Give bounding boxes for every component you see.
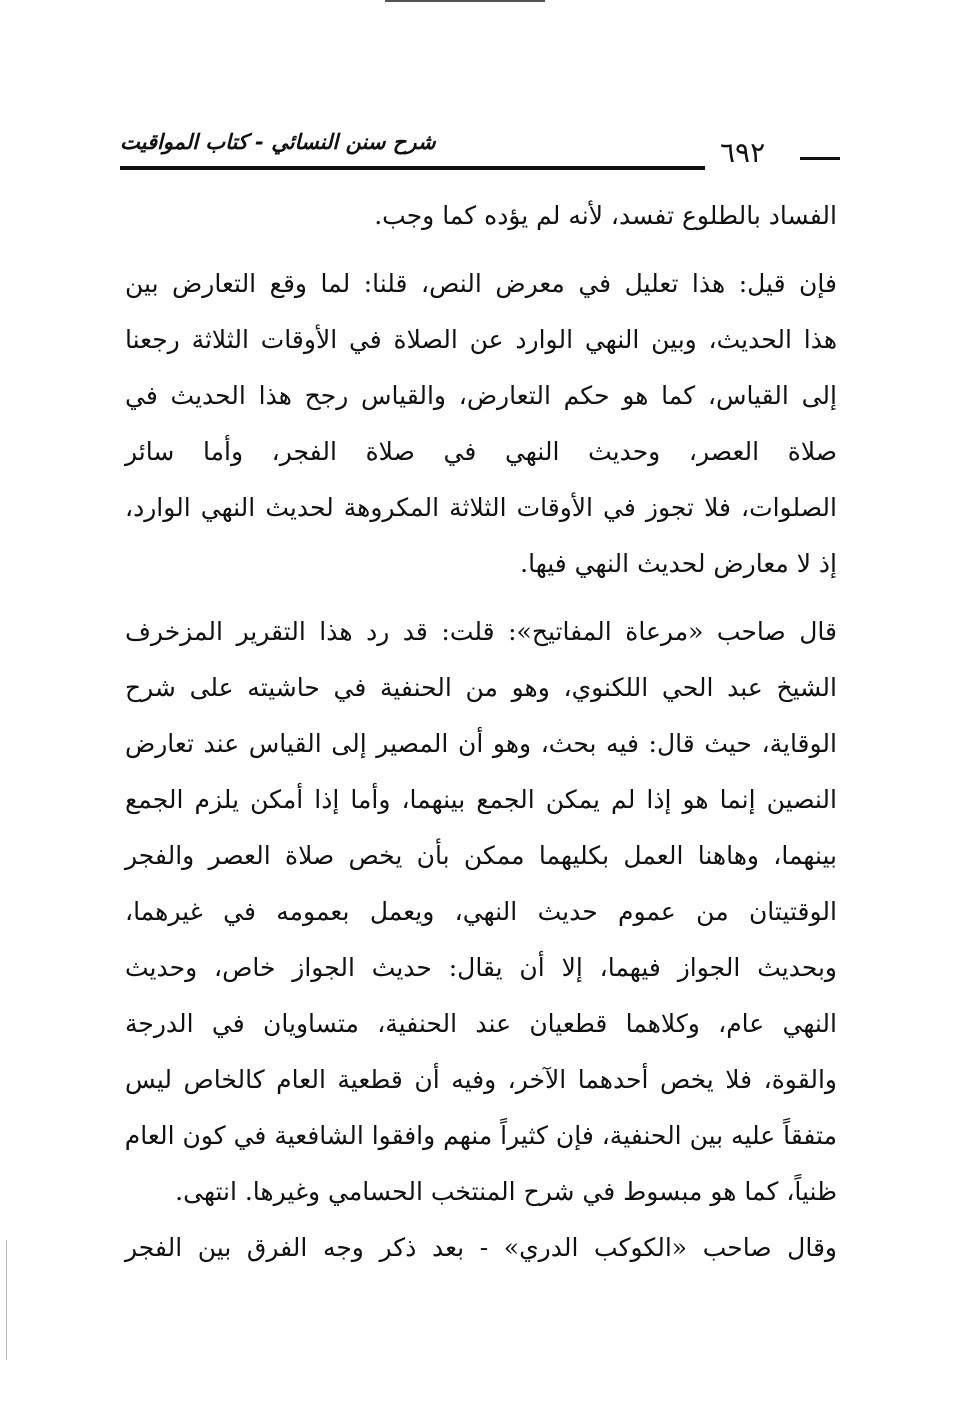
text-line: الشيخ عبد الحي اللكنوي، وهو من الحنفية في حاشيته على شرح — [125, 673, 837, 702]
text-line: النهي عام، وكلاهما قطعيان عند الحنفية، متساويان في الدرجة — [125, 1009, 837, 1038]
header-rule — [120, 166, 705, 170]
text-line: إلى القياس، كما هو حكم التعارض، والقياس رجح هذا الحديث في — [125, 381, 837, 410]
text-line: الصلوات، فلا تجوز في الأوقات الثلاثة المكروهة لحديث النهي الوارد، — [125, 493, 837, 522]
text-line: إذ لا معارض لحديث النهي فيها. — [520, 549, 837, 578]
text-line: وبحديث الجواز فيهما، إلا أن يقال: حديث الجواز خاص، وحديث — [125, 953, 837, 982]
body-text — [125, 188, 837, 1276]
text-line: متفقاً عليه بين الحنفية، فإن كثيراً منهم وافقوا الشافعية في كون العام — [124, 1121, 837, 1150]
text-line: هذا الحديث، وبين النهي الوارد عن الصلاة في الأوقات الثلاثة رجعنا — [125, 325, 837, 354]
scan-margin-mark — [6, 1240, 7, 1360]
text-line: ظنياً، كما هو مبسوط في شرح المنتخب الحسامي وغيرها. انتهى. — [175, 1177, 837, 1206]
paragraph — [125, 256, 837, 592]
running-title: شرح سنن النسائي - كتاب المواقيت — [120, 130, 436, 154]
paragraph — [125, 188, 837, 244]
text-line: الوقاية، حيث قال: فيه بحث، وهو أن المصير إلى القياس عند تعارض — [125, 729, 837, 758]
paragraph — [125, 604, 837, 1220]
page-number: ٦٩٢ — [720, 136, 766, 169]
text-line: قال صاحب «مرعاة المفاتيح»: قلت: قد رد هذا التقرير المزخرف — [125, 617, 837, 646]
top-edge-rule — [385, 0, 545, 2]
page-header — [120, 118, 840, 174]
text-line: صلاة العصر، وحديث النهي في صلاة الفجر، وأما سائر — [125, 437, 837, 466]
text-line: الفساد بالطلوع تفسد، لأنه لم يؤده كما وجب. — [374, 201, 837, 230]
text-line: الوقتيتان من عموم حديث النهي، ويعمل بعمومه في غيرهما، — [125, 897, 837, 926]
text-line: فإن قيل: هذا تعليل في معرض النص، قلنا: لما وقع التعارض بين — [125, 269, 837, 298]
text-line: بينهما، وهاهنا العمل بكليهما ممكن بأن يخص صلاة العصر والفجر — [125, 841, 837, 870]
text-line: وقال صاحب «الكوكب الدري» - بعد ذكر وجه الفرق بين الفجر — [125, 1233, 837, 1262]
text-line: والقوة، فلا يخص أحدهما الآخر، وفيه أن قطعية العام كالخاص ليس — [125, 1065, 837, 1094]
text-line: النصين إنما هو إذا لم يمكن الجمع بينهما، وأما إذا أمكن يلزم الجمع — [125, 785, 837, 814]
paragraph — [125, 1220, 837, 1276]
page-number-dash — [800, 157, 840, 160]
